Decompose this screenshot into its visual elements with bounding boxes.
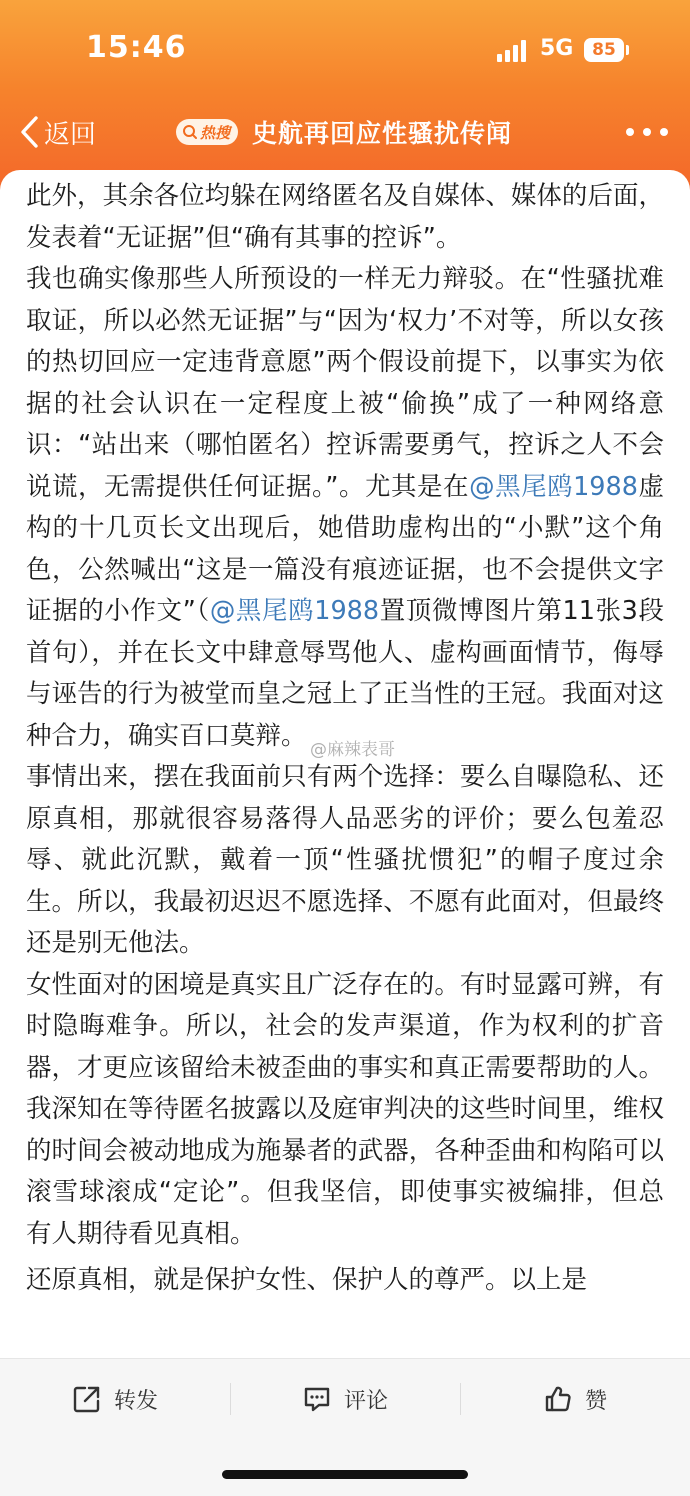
repost-icon bbox=[72, 1384, 102, 1414]
battery-icon: 85 bbox=[584, 38, 624, 62]
page-title: 史航再回应性骚扰传闻 bbox=[252, 119, 513, 148]
chevron-left-icon bbox=[18, 115, 40, 149]
hot-search-badge bbox=[176, 118, 238, 146]
repost-button[interactable] bbox=[0, 1379, 230, 1419]
back-label: 返回 bbox=[44, 119, 97, 150]
article-content bbox=[0, 170, 690, 1358]
content-fade bbox=[0, 1340, 690, 1358]
search-icon bbox=[182, 124, 198, 140]
paragraph-4: 女性面对的困境是真实且广泛存在的。有时显露可辨，有时隐晦难争。所以，社会的发声渠道，作为权利的扩音器，才更应该留给未被歪曲的事实和真正需要帮助的人。我深知在等待匿名披露以及庭审判决的这些时间里，维权的时间会被动地成为施暴者的武器，各种歪曲和构陷可以滚雪球滚成“定论”。但我坚信，即使事实被编排，但总有人期待看见真相。 bbox=[26, 969, 664, 1249]
comment-icon bbox=[302, 1384, 332, 1414]
hot-badge-text: 热搜 bbox=[200, 123, 231, 142]
network-label: 5G bbox=[540, 36, 574, 61]
more-dots-icon[interactable] bbox=[626, 128, 668, 138]
signal-icon bbox=[497, 38, 531, 62]
mention-link-1[interactable]: @黑尾鸥1988 bbox=[469, 471, 638, 502]
paragraph-3: 事情出来，摆在我面前只有两个选择：要么自曝隐私、还原真相，那就很容易落得人品恶劣的评价；要么包羞忍辱、就此沉默，戴着一顶“性骚扰惯犯”的帽子度过余生。所以，我最初迟迟不愿选择、不愿有此面对，但最终还是别无他法。 bbox=[26, 762, 664, 958]
paragraph-2-text-a: 我也确实像那些人所预设的一样无力辩驳。在“性骚扰难取证，所以必然无证据”与“因为‘权力’不对等，所以女孩的热切回应一定违背意愿”两个假设前提下，以事实为依据的社会认识在一定程度上被“偷换”成了一种网络意识：“站出来（哪怕匿名）控诉需要勇气，控诉之人不会说谎，无需提供任何证据。”。尤其是在 bbox=[26, 264, 664, 502]
action-bar bbox=[0, 1358, 690, 1439]
status-time: 15:46 bbox=[86, 30, 187, 65]
paragraph-2 bbox=[26, 259, 664, 757]
paragraph-5: 还原真相，就是保护女性、保护人的尊严。以上是 bbox=[26, 1265, 588, 1295]
battery-cap bbox=[626, 45, 629, 55]
repost-label: 转发 bbox=[113, 1388, 158, 1414]
like-label: 赞 bbox=[584, 1388, 607, 1414]
top-header bbox=[0, 0, 690, 196]
paragraph-2-text-c: 置顶微博图片第11张3段首句），并在长文中肆意辱骂他人、虚构画面情节，侮辱与诬告的行为被堂而皇之冠上了正当性的王冠。我面对这种合力，确实百口莫辩。 bbox=[26, 596, 664, 751]
mention-link-2[interactable]: @黑尾鸥1988 bbox=[209, 596, 380, 626]
comment-label: 评论 bbox=[343, 1388, 388, 1414]
comment-button[interactable] bbox=[230, 1379, 460, 1419]
back-button[interactable] bbox=[18, 112, 96, 152]
watermark: @麻辣表哥 bbox=[310, 740, 395, 760]
paragraph-2-text-b: 虚构的十几页长文出现后，她借助虚构出的“小默”这个角色，公然喊出“这是一篇没有痕迹证据，也不会提供文字证据的小作文”（ bbox=[26, 471, 664, 626]
thumbs-up-icon bbox=[543, 1384, 573, 1414]
paragraph-1: 此外，其余各位均躲在网络匿名及自媒体、媒体的后面，发表着“无证据”但“确有其事的控诉”。 bbox=[26, 181, 664, 253]
like-button[interactable] bbox=[460, 1379, 690, 1419]
home-indicator[interactable] bbox=[222, 1470, 468, 1479]
bottom-safe-area bbox=[0, 1438, 690, 1496]
